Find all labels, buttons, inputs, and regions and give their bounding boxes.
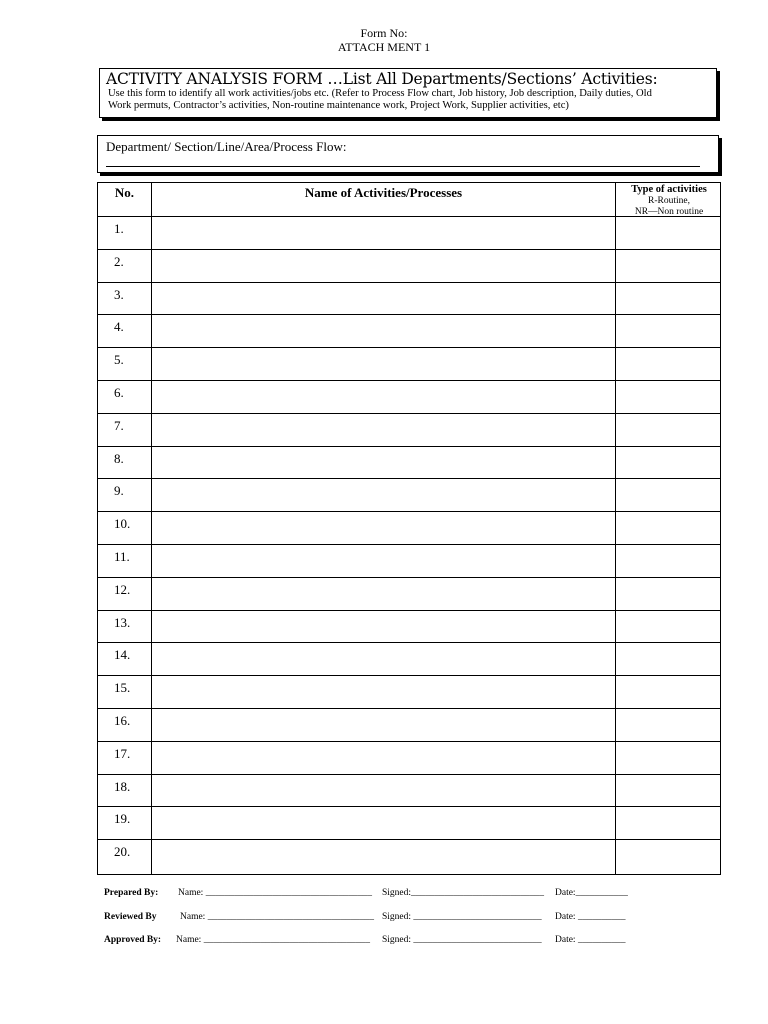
row-number: 7.: [114, 417, 124, 433]
reviewed-name-field[interactable]: Name: ___________________________________: [180, 912, 374, 922]
reviewed-by-label: Reviewed By: [104, 912, 157, 922]
prepared-by-label: Prepared By:: [104, 888, 159, 898]
activity-type-cell[interactable]: [616, 676, 720, 709]
table-row: [98, 610, 720, 644]
approved-signed-field[interactable]: Signed: ___________________________: [382, 935, 542, 945]
table-row: [98, 413, 720, 447]
activity-name-cell[interactable]: [152, 840, 614, 873]
row-number: 12.: [114, 581, 131, 597]
title-box: [99, 68, 717, 118]
attachment-label: ATTACH MENT 1: [337, 40, 431, 54]
activity-name-cell[interactable]: [152, 447, 614, 480]
table-row: [98, 347, 720, 381]
row-number: 6.: [114, 385, 124, 400]
activity-name-cell[interactable]: [152, 611, 614, 644]
table-row: [98, 577, 720, 611]
activity-type-cell[interactable]: [616, 611, 720, 644]
activity-type-cell[interactable]: [616, 381, 720, 414]
activity-type-cell[interactable]: [616, 709, 720, 742]
activity-name-cell[interactable]: [152, 217, 614, 250]
prepared-name-field[interactable]: Name: ___________________________________: [178, 888, 372, 898]
activity-name-cell[interactable]: [152, 315, 614, 348]
prepared-date-field[interactable]: Date:___________: [555, 888, 628, 898]
header-no: No.: [114, 185, 135, 200]
row-number: 5.: [114, 352, 124, 368]
row-number: 13.: [114, 614, 131, 630]
row-number: 18.: [114, 778, 131, 794]
activity-name-cell[interactable]: [152, 775, 614, 808]
activity-name-cell[interactable]: [152, 283, 614, 316]
instruction-line-2: Work permuts, Contractor’s activities, Non-routine maintenance work, Project Work, Supplier activities, etc): [108, 100, 569, 111]
department-label: Department/ Section/Line/Area/Process Flow:: [106, 139, 347, 154]
activity-type-cell[interactable]: [616, 414, 720, 447]
table-row: [98, 839, 720, 873]
activity-name-cell[interactable]: [152, 676, 614, 709]
form-number: Form No:: [360, 26, 408, 40]
row-number: 9.: [114, 483, 124, 499]
row-number: 3.: [114, 286, 124, 302]
department-input-line[interactable]: [106, 166, 700, 167]
table-row: [98, 642, 720, 676]
activity-name-cell[interactable]: [152, 643, 614, 676]
approved-name-field[interactable]: Name: ___________________________________: [176, 935, 370, 945]
activity-name-cell[interactable]: [152, 545, 614, 578]
activity-type-cell[interactable]: [616, 545, 720, 578]
activity-name-cell[interactable]: [152, 348, 614, 381]
approved-by-label: Approved By:: [104, 935, 162, 945]
table-row: [98, 249, 720, 283]
activity-name-cell[interactable]: [152, 578, 614, 611]
row-number: 10.: [114, 516, 131, 532]
row-number: 20.: [114, 844, 131, 860]
table-row: [98, 708, 720, 742]
activity-type-cell[interactable]: [616, 479, 720, 512]
activity-type-cell[interactable]: [616, 348, 720, 381]
table-row: [98, 314, 720, 348]
header-activity-name: Name of Activities/Processes: [304, 185, 463, 200]
table-row: [98, 511, 720, 545]
activity-type-cell[interactable]: [616, 807, 720, 840]
row-number: 17.: [114, 745, 131, 761]
reviewed-signed-field[interactable]: Signed: ___________________________: [382, 912, 542, 922]
activity-type-cell[interactable]: [616, 447, 720, 480]
activity-name-cell[interactable]: [152, 414, 614, 447]
activity-type-cell[interactable]: [616, 512, 720, 545]
activity-type-cell[interactable]: [616, 315, 720, 348]
approved-date-field[interactable]: Date: __________: [555, 935, 626, 945]
activity-type-cell[interactable]: [616, 742, 720, 775]
row-number: 8.: [114, 450, 124, 466]
row-number: 16.: [114, 713, 131, 728]
table-row: [98, 544, 720, 578]
activity-type-cell[interactable]: [616, 775, 720, 808]
table-row: [98, 741, 720, 775]
prepared-signed-field[interactable]: Signed:____________________________: [382, 888, 545, 898]
header-type-routine: R-Routine,: [648, 196, 690, 206]
activity-type-cell[interactable]: [616, 840, 720, 873]
table-row: [98, 446, 720, 480]
activity-name-cell[interactable]: [152, 381, 614, 414]
row-number: 2.: [114, 253, 124, 269]
row-number: 19.: [114, 811, 131, 827]
activity-name-cell[interactable]: [152, 479, 614, 512]
table-row: [98, 380, 720, 414]
table-row: [98, 774, 720, 808]
activity-table: [97, 182, 721, 875]
table-row: [98, 806, 720, 840]
activity-type-cell[interactable]: [616, 283, 720, 316]
row-number: 11.: [114, 549, 130, 564]
activity-name-cell[interactable]: [152, 807, 614, 840]
activity-type-cell[interactable]: [616, 578, 720, 611]
header-activity-type: Type of activities: [631, 184, 707, 195]
table-row: [98, 216, 720, 250]
form-title: ACTIVITY ANALYSIS FORM …List All Departments/Sections’ Activities:: [106, 70, 658, 88]
table-row: [98, 675, 720, 709]
row-number: 1.: [114, 221, 124, 236]
activity-type-cell[interactable]: [616, 643, 720, 676]
row-number: 14.: [114, 647, 131, 663]
row-number: 15.: [114, 680, 131, 696]
activity-name-cell[interactable]: [152, 742, 614, 775]
activity-name-cell[interactable]: [152, 512, 614, 545]
activity-type-cell[interactable]: [616, 250, 720, 283]
department-box: [97, 135, 719, 173]
header-type-nonroutine: NR—Non routine: [634, 207, 704, 217]
table-row: [98, 478, 720, 512]
table-row: [98, 282, 720, 316]
activity-name-cell[interactable]: [152, 709, 614, 742]
instruction-line-1: Use this form to identify all work activities/jobs etc. (Refer to Process Flow chart, Job history, Job description, Daily duties, Old: [108, 88, 652, 99]
row-number: 4.: [114, 319, 124, 335]
activity-type-cell[interactable]: [616, 217, 720, 250]
reviewed-date-field[interactable]: Date: __________: [555, 912, 626, 922]
activity-name-cell[interactable]: [152, 250, 614, 283]
